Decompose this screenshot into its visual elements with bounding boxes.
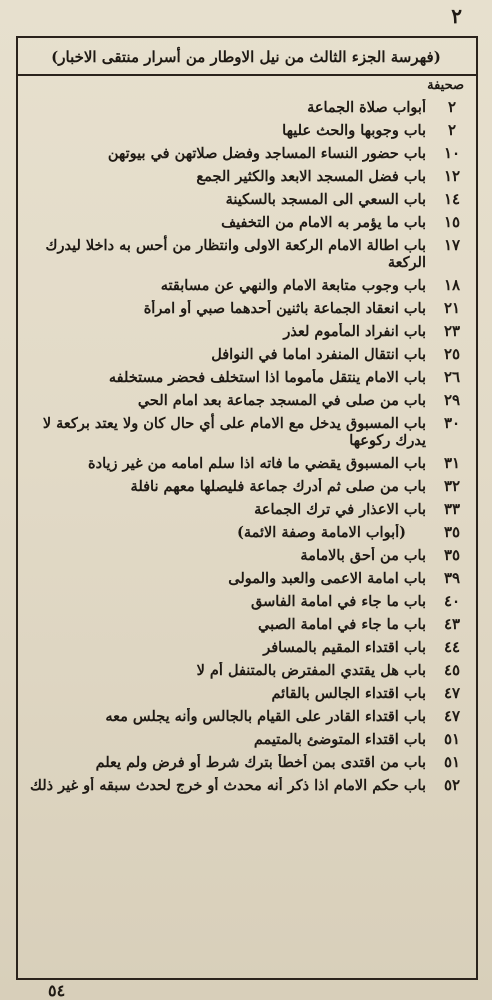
entry-page-number: ٤٧ bbox=[443, 684, 461, 702]
index-entry bbox=[20, 751, 468, 774]
index-entry bbox=[20, 389, 468, 412]
index-entry bbox=[20, 452, 468, 475]
index-entry bbox=[20, 234, 468, 274]
index-entry bbox=[20, 412, 468, 452]
entry-page-number: ٢٥ bbox=[443, 345, 461, 363]
entry-page-number: ٣٥ bbox=[443, 546, 461, 564]
entry-page-number: ٢ bbox=[447, 121, 457, 139]
index-entry bbox=[20, 774, 468, 797]
entry-title: باب من أحق بالامامة bbox=[300, 547, 426, 564]
index-entry bbox=[20, 297, 468, 320]
entry-page-number: ٣٠ bbox=[443, 414, 461, 432]
entry-title: باب حكم الامام اذا ذكر أنه محدث أو خرج لحدث سبقه أو غير ذلك bbox=[29, 777, 426, 794]
index-entry bbox=[20, 142, 468, 165]
index-entry bbox=[20, 211, 468, 234]
entry-page-number: ١٧ bbox=[443, 236, 461, 254]
index-entry bbox=[20, 165, 468, 188]
entry-title: باب اقتداء المتوضئ بالمتيمم bbox=[253, 731, 426, 748]
index-entry bbox=[20, 590, 468, 613]
index-entry bbox=[20, 567, 468, 590]
entry-title: باب وجوب متابعة الامام والنهي عن مسابقته bbox=[160, 277, 426, 294]
entry-title: باب اقتداء الجالس بالقائم bbox=[271, 685, 426, 702]
entry-title: أبواب صلاة الجماعة bbox=[307, 99, 426, 116]
entry-title: باب من اقتدى بمن أخطأ بترك شرط أو فرض ولم يعلم bbox=[95, 754, 426, 771]
entry-title: باب الاعذار في ترك الجماعة bbox=[254, 501, 426, 518]
entry-page-number: ٢٣ bbox=[443, 322, 461, 340]
index-entry bbox=[20, 636, 468, 659]
entry-page-number: ٣٥ bbox=[443, 523, 461, 541]
index-entry bbox=[20, 613, 468, 636]
entry-title: باب الامام ينتقل مأموما اذا استخلف فحضر مستخلفه bbox=[108, 369, 426, 386]
entry-title: (أبواب الامامة وصفة الائمة) bbox=[236, 524, 406, 541]
entry-page-number: ٢٦ bbox=[443, 368, 461, 386]
index-entry bbox=[20, 521, 468, 544]
entry-title: باب امامة الاعمى والعبد والمولى bbox=[228, 570, 426, 587]
entry-title: باب انفراد المأموم لعذر bbox=[283, 323, 426, 340]
entry-page-number: ٥٢ bbox=[443, 776, 461, 794]
entry-title: باب اقتداء القادر على القيام بالجالس وأنه يجلس معه bbox=[105, 708, 426, 725]
entry-page-number: ٣٩ bbox=[443, 569, 461, 587]
entry-title: باب ما جاء في امامة الفاسق bbox=[251, 593, 426, 610]
entry-title: باب انعقاد الجماعة باثنين أحدهما صبي أو امرأة bbox=[143, 300, 426, 317]
index-title: (فهرسة الجزء الثالث من نيل الاوطار من أسرار منتقى الاخبار) bbox=[51, 48, 441, 66]
entry-title: باب السعي الى المسجد بالسكينة bbox=[225, 191, 426, 208]
index-entry bbox=[20, 274, 468, 297]
entry-page-number: ٥١ bbox=[443, 753, 461, 771]
entry-page-number: ١٠ bbox=[443, 144, 461, 162]
entry-title: باب انتقال المنفرد اماما في النوافل bbox=[211, 346, 426, 363]
entry-page-number: ٣٣ bbox=[443, 500, 461, 518]
footer-page-number: ٥٤ bbox=[48, 981, 66, 1000]
entry-page-number: ٤٧ bbox=[443, 707, 461, 725]
entry-title: باب اطالة الامام الركعة الاولى وانتظار من أحس به داخلا ليدرك الركعة bbox=[45, 237, 426, 271]
index-entry bbox=[20, 498, 468, 521]
entry-page-number: ٤٤ bbox=[443, 638, 461, 656]
index-entry-list bbox=[20, 96, 468, 976]
entry-page-number: ١٢ bbox=[443, 167, 461, 185]
entry-page-number: ٤٣ bbox=[443, 615, 461, 633]
title-divider bbox=[16, 74, 478, 76]
entry-title: باب ما يؤمر به الامام من التخفيف bbox=[221, 214, 426, 231]
entry-title: باب من صلى ثم أدرك جماعة فليصلها معهم نافلة bbox=[130, 478, 426, 495]
index-entry bbox=[20, 728, 468, 751]
index-entry bbox=[20, 320, 468, 343]
entry-page-number: ٢ bbox=[447, 98, 457, 116]
entry-page-number: ١٨ bbox=[443, 276, 461, 294]
entry-page-number: ٤٥ bbox=[443, 661, 461, 679]
index-entry bbox=[20, 343, 468, 366]
entry-page-number: ١٥ bbox=[443, 213, 461, 231]
entry-title: باب من صلى في المسجد جماعة بعد امام الحي bbox=[137, 392, 426, 409]
entry-page-number: ٣٢ bbox=[443, 477, 461, 495]
entry-title: باب فضل المسجد الابعد والكثير الجمع bbox=[196, 168, 426, 185]
index-entry bbox=[20, 188, 468, 211]
entry-page-number: ١٤ bbox=[443, 190, 461, 208]
entry-page-number: ٣١ bbox=[443, 454, 461, 472]
index-entry bbox=[20, 96, 468, 119]
page-column-header: صحيفة bbox=[427, 78, 464, 93]
entry-title: باب حضور النساء المساجد وفضل صلاتهن في بيوتهن bbox=[107, 145, 426, 162]
entry-title: باب اقتداء المقيم بالمسافر bbox=[263, 639, 426, 656]
index-entry bbox=[20, 475, 468, 498]
entry-title: باب وجوبها والحث عليها bbox=[282, 122, 426, 139]
entry-page-number: ٢٩ bbox=[443, 391, 461, 409]
entry-title: باب المسبوق يدخل مع الامام على أي حال كان ولا يعتد بركعة لا يدرك ركوعها bbox=[42, 415, 426, 449]
entry-page-number: ٢١ bbox=[443, 299, 461, 317]
entry-title: باب ما جاء في امامة الصبي bbox=[258, 616, 426, 633]
index-entry bbox=[20, 544, 468, 567]
entry-title: باب هل يقتدي المفترض بالمتنفل أم لا bbox=[196, 662, 426, 679]
entry-page-number: ٤٠ bbox=[443, 592, 461, 610]
page-number: ٢ bbox=[451, 4, 462, 28]
index-entry bbox=[20, 119, 468, 142]
entry-page-number: ٥١ bbox=[443, 730, 461, 748]
index-entry bbox=[20, 366, 468, 389]
index-entry bbox=[20, 682, 468, 705]
index-entry bbox=[20, 659, 468, 682]
index-entry bbox=[20, 705, 468, 728]
entry-title: باب المسبوق يقضي ما فاته اذا سلم امامه من غير زيادة bbox=[88, 455, 426, 472]
